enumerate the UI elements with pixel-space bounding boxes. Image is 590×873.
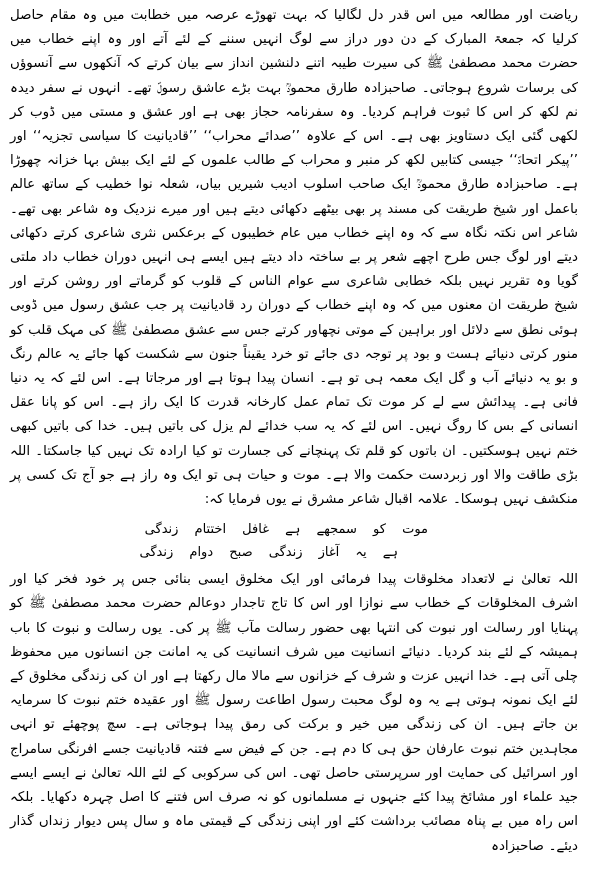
couplet-line-2: ہے یہ آغاز زندگی صبح دوام زندگی (139, 545, 398, 561)
paragraph-1: ریاضت اور مطالعہ میں اس قدر دل لگالیا کہ بہت تھوڑے عرصہ میں خطابت میں وہ مقام حاصل کرلیا کہ جمعۃ المبارک کے دن دور دراز سے لوگ انہیں سننے کے لئے آتے اور وہ اپنے خطاب میں حضرت محمد مصطفیٰ ﷺ کی سیرت طیبہ اتنے دلنشین انداز سے بیان کرتے کہ آنکھوں سے آنسوؤں کی برسات شروع ہوجاتی۔ صاحبزادہ طارق محمودؒ بہت بڑے عاشق رسولؐ تھے۔ انہوں نے سفر دیدہ نم لکھ کر اس کا ثبوت فراہم کردیا۔ وہ سفرنامہ حجاز بھی ہے اور عشق و مستی میں ڈوب کر لکھی گئی ایک دستاویز بھی ہے۔ اس کے علاوہ ’’صدائے محراب‘‘ ’’قادیانیت کا سیاسی تجزیہ‘‘ اور ’’پیکر اتحادؐ‘‘ جیسی کتابیں لکھ کر منبر و محراب کے طالب علموں کے لئے ایک بیش بہا خزانہ چھوڑا ہے۔ صاحبزادہ طارق محمودؒ ایک صاحب اسلوب ادیب شیریں بیاں، شعلہ نوا خطیب کے ساتھ عالم باعمل اور شیخ طریقت کی مسند پر بھی بیٹھے دکھائی دیتے ہیں اور میرے نزدیک وہ شاعر بھی تھے۔ شاعر اس نکتہ نگاہ سے کہ وہ اپنے خطاب میں عام خطیبوں کے برعکس نثری شاعری کرتے دکھائی دیتے اور لوگ جس طرح اچھے شعر پر بے ساختہ داد دیتے ہیں ایسے ہی انہیں دوران خطاب داد ملتی گویا وہ تقریر نہیں بلکہ خطابی شاعری سے عوام الناس کے قلوب کو گرماتے اور روشن کرتے اور شیخ طریقت ان معنوں میں کہ وہ اپنے خطاب کے دوران رد قادیانیت پر جب عشق رسول میں ڈوبی ہوئی نطق سے دلائل اور براہین کے موتی نچھاور کرتے جس سے عشق مصطفیٰ ﷺ کی مہک قلب کو منور کرتی دنیائے ہست و بود پر توجہ دی جائے تو خرد یقیناً جنون سے شکست کھا جائے یہ عالم رنگ و بو یہ دنیائے آب و گل ایک معمہ ہی تو ہے۔ انسان پیدا ہوتا ہے اور مرجاتا ہے۔ اس لئے کہ یہ دنیا فانی ہے۔ پیدائش سے لے کر موت تک تمام عمل کارخانہ قدرت کا ایک راز ہے۔ اس کو پانا عقل انسانی کے بس کا روگ نہیں۔ اس لئے کہ یہ سب خدائے لم یزل کی باتیں ہیں۔ خدا کی باتیں کبھی ختم نہیں ہوسکتیں۔ ان باتوں کو قلم تک پہنچانے کی جسارت تو کیا ارادہ تک نہیں کیا جاسکتا۔ اللہ بڑی طاقت والا اور زبردست حکمت والا ہے۔ موت و حیات ہی تو ایک وہ راز ہے جو آج تک کسی پر منکشف نہیں ہوسکا۔ علامہ اقبال شاعر مشرق نے یوں فرمایا کہ: (10, 8, 578, 508)
iqbal-couplet (10, 518, 578, 564)
couplet-line-1: موت کو سمجھے ہے غافل اختتام زندگی (144, 522, 428, 538)
paragraph-2: اللہ تعالیٰ نے لاتعداد مخلوقات پیدا فرمائی اور ایک مخلوق ایسی بنائی جس پر خود فخر کیا اور اشرف المخلوقات کے خطاب سے نوازا اور اس کا تاج تاجدار دوعالم حضرت محمد مصطفیٰ ﷺ کو پہنایا اور رسالت اور نبوت کی انتہا بھی حضور رسالت مآب ﷺ پر کی۔ یوں رسالت و نبوت کا باب ہمیشہ کے لئے بند کردیا۔ دنیائے انسانیت میں شرف انسانیت کی یہ امانت جن انسانوں میں محفوظ چلی آتی ہے۔ خدا انہیں عزت و شرف کے خزانوں سے مالا مال رکھتا ہے اور ان کی زندگی مخلوق کے لئے ایک نمونہ ہوتی ہے یہ وہ لوگ محبت رسول اطاعت رسول ﷺ اور عقیدہ ختم نبوت کا سرمایہ بن جاتے ہیں۔ ان کی زندگی میں خیر و برکت کی رمق پیدا ہوجاتی ہے۔ سچ پوچھئے تو انہی مجاہدین ختم نبوت عارفان حق ہی کا دم ہے۔ جن کے فیض سے فتنہ قادیانیت جسے افرنگی سامراج اور اسرائیل کی حمایت اور سرپرستی حاصل تھی۔ اس کی سرکوبی کے لئے اللہ تعالیٰ نے ایسے ایسے جید علماء اور مشائخ پیدا کئے جنہوں نے مسلمانوں کو نہ صرف اس فتنے کا اصل چہرہ دکھایا۔ بلکہ اس راہ میں بے پناہ مصائب برداشت کئے اور اپنی زندگی کے قیمتی ماہ و سال پس دیوار زنداں گذار دیئے۔ صاحبزادہ (10, 572, 578, 854)
